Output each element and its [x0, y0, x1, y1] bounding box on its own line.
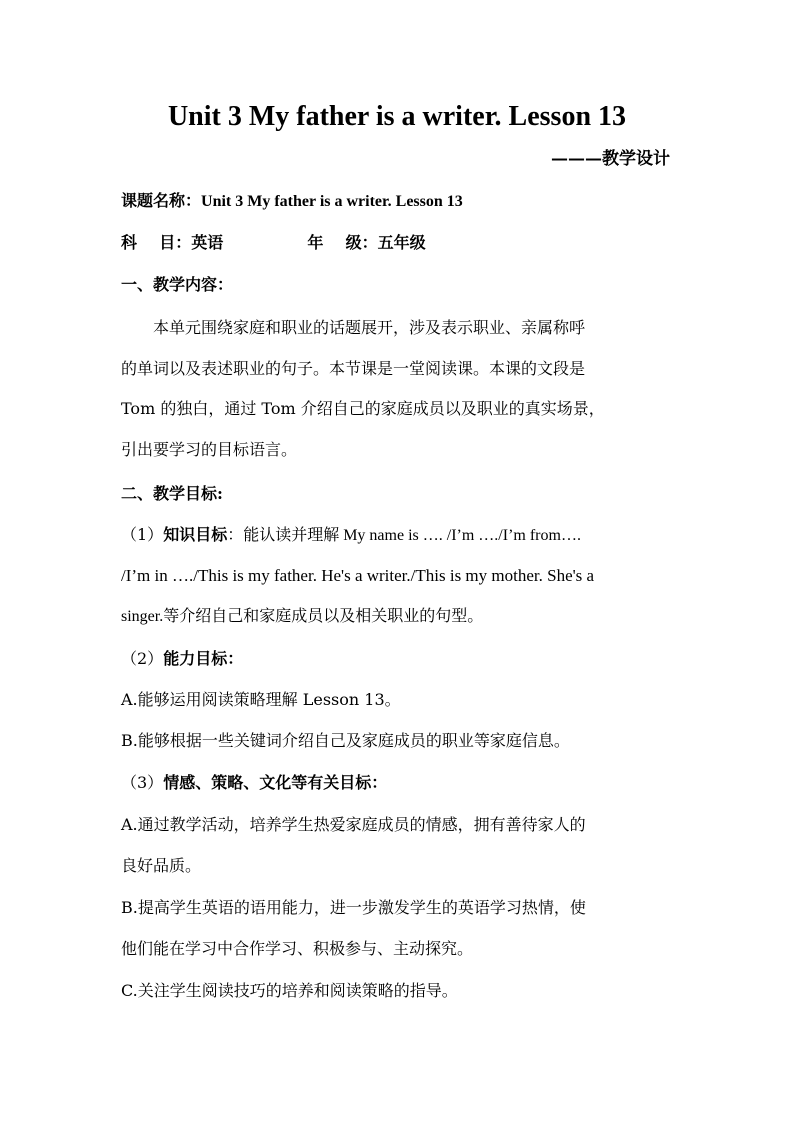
ability-label: 能力目标： — [163, 649, 244, 668]
subject-grade-row — [121, 231, 681, 255]
subject-value: 英语 — [191, 233, 224, 252]
emotion-item: C.关注学生阅读技巧的培养和阅读策略的指导。 — [121, 981, 458, 1000]
section2-heading: 二、教学目标: — [121, 484, 223, 503]
topic-label: 课题名称： — [121, 191, 202, 210]
knowledge-prefix: （1） — [121, 525, 164, 544]
emotion-item: 他们能在学习中合作学习、积极参与、主动探究。 — [121, 939, 474, 958]
knowledge-goal-line: /I’m in …./This is my father. He's a writer./This is my mother. She's a — [121, 566, 595, 585]
document-title: Unit 3 My father is a writer. Lesson 13 — [167, 101, 627, 132]
section1-line: 本单元围绕家庭和职业的话题展开，涉及表示职业、亲属称呼 — [153, 318, 586, 337]
ability-goal-heading — [121, 647, 681, 671]
ability-item: A.能够运用阅读策略理解 Lesson 13。 — [121, 690, 401, 709]
emotion-item: B.提高学生英语的语用能力，进一步激发学生的英语学习热情，使 — [121, 898, 586, 917]
emotion-label: 情感、策略、文化等有关目标： — [163, 773, 388, 792]
section1-heading: 一、教学内容： — [121, 275, 234, 294]
section1-line: 引出要学习的目标语言。 — [121, 440, 298, 459]
emotion-item: A.通过教学活动，培养学生热爱家庭成员的情感，拥有善待家人的 — [121, 815, 586, 834]
knowledge-label: 知识目标 — [163, 525, 228, 544]
emotion-prefix: （3） — [121, 773, 164, 792]
ability-prefix: （2） — [121, 649, 164, 668]
section1-line: Tom 的独白，通过 Tom 介绍自己的家庭成员以及职业的真实场景， — [121, 399, 605, 418]
topic-row — [121, 189, 681, 214]
grade-label: 年 级： — [307, 233, 378, 252]
document-subtitle: ———教学设计 — [551, 149, 670, 169]
section1-line: 的单词以及表述职业的句子。本节课是一堂阅读课。本课的文段是 — [121, 359, 586, 378]
subject-label: 科 目： — [121, 233, 192, 252]
emotion-item: 良好品质。 — [121, 856, 202, 875]
knowledge-goal-line: singer.等介绍自己和家庭成员以及相关职业的句型。 — [121, 608, 484, 625]
topic-value: Unit 3 My father is a writer. Lesson 13 — [201, 193, 463, 210]
emotion-goal-heading — [121, 771, 681, 795]
ability-item: B.能够根据一些关键词介绍自己及家庭成员的职业等家庭信息。 — [121, 731, 570, 750]
knowledge-goal-line — [121, 523, 681, 548]
grade-value: 五年级 — [377, 233, 426, 252]
knowledge-text: ：能认读并理解 My name is …. /I’m …./I’m from…. — [227, 527, 581, 544]
